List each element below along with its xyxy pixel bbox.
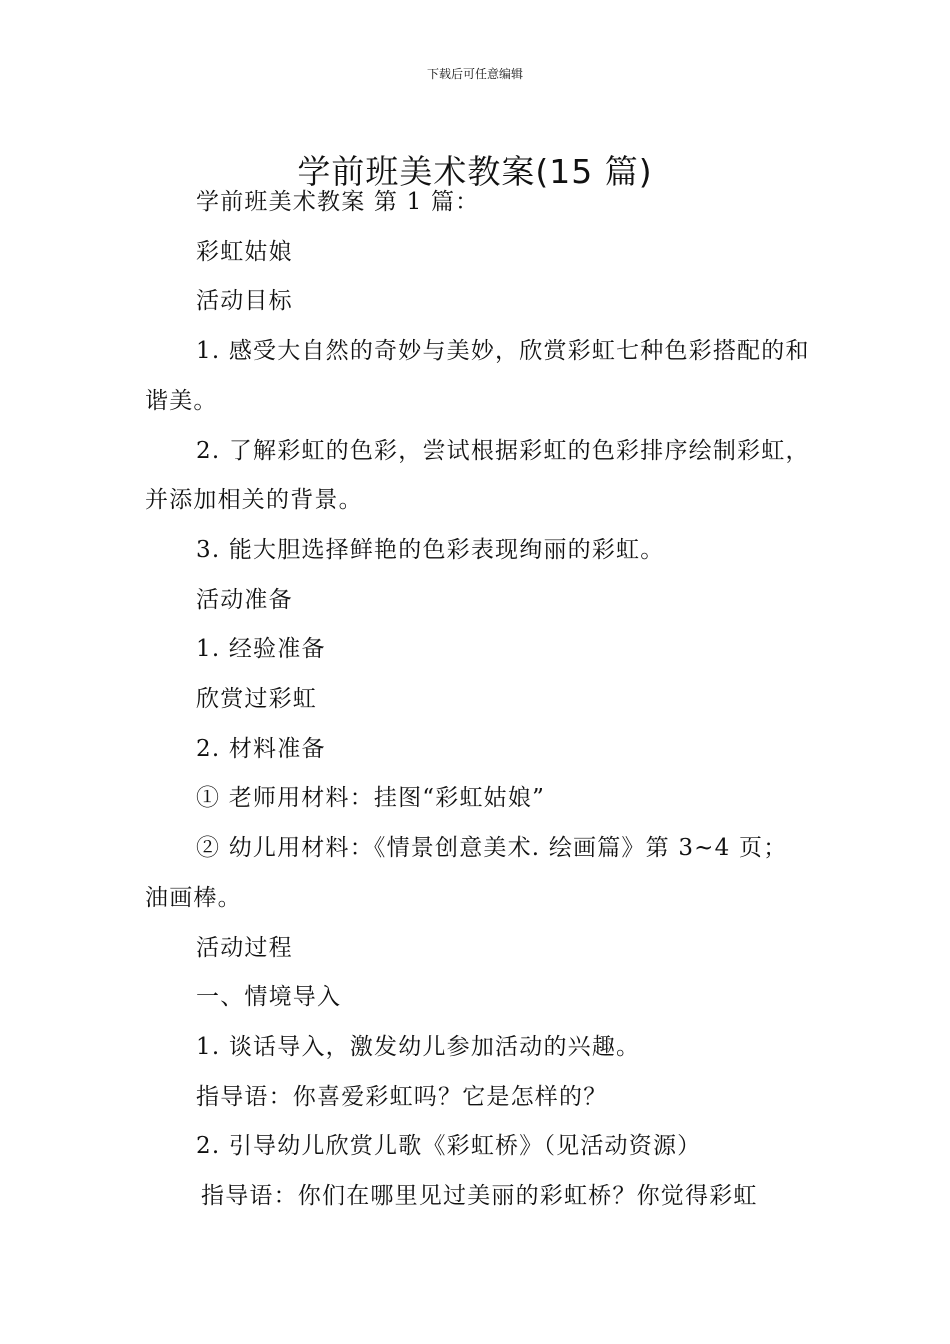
document-body — [145, 178, 810, 1222]
materials-children: ② 幼儿用材料：《情景创意美术. 绘画篇》第 3~4 页；油画棒。 — [145, 835, 788, 911]
process-item-1: 1. 谈话导入，激发幼儿参加活动的兴趣。 — [196, 1033, 641, 1060]
goal-item-3: 3. 能大胆选择鲜艳的色彩表现绚丽的彩虹。 — [196, 536, 665, 563]
section-heading-goals: 活动目标 — [196, 288, 293, 315]
goal-item-2: 2. 了解彩虹的色彩，尝试根据彩虹的色彩排序绘制彩虹，并添加相关的背景。 — [145, 437, 810, 514]
guidance-text-1: 指导语：你喜爱彩虹吗？它是怎样的？ — [196, 1083, 608, 1110]
document-title: 学前班美术教案(15 篇) — [297, 152, 653, 192]
section-heading-preparation: 活动准备 — [196, 586, 293, 613]
lesson-heading: 学前班美术教案 第 1 篇： — [196, 189, 480, 215]
materials-teacher: ① 老师用材料：挂图“彩虹姑娘” — [196, 785, 546, 812]
section-heading-process: 活动过程 — [196, 934, 293, 961]
prep-item-experience: 1. 经验准备 — [196, 636, 326, 663]
process-item-2: 2. 引导幼儿欣赏儿歌《彩虹桥》（见活动资源） — [196, 1133, 702, 1160]
lesson-title: 彩虹姑娘 — [196, 238, 293, 265]
goal-item-1: 1. 感受大自然的奇妙与美妙，欣赏彩虹七种色彩搭配的和谐美。 — [145, 338, 810, 414]
page-header-note: 下载后可任意编辑 — [426, 67, 523, 81]
process-step-heading: 一、情境导入 — [196, 984, 342, 1011]
prep-item-materials: 2. 材料准备 — [196, 735, 326, 762]
guidance-text-2: 指导语：你们在哪里见过美丽的彩虹桥？你觉得彩虹 — [201, 1183, 758, 1210]
prep-experience-detail: 欣赏过彩虹 — [196, 686, 317, 713]
